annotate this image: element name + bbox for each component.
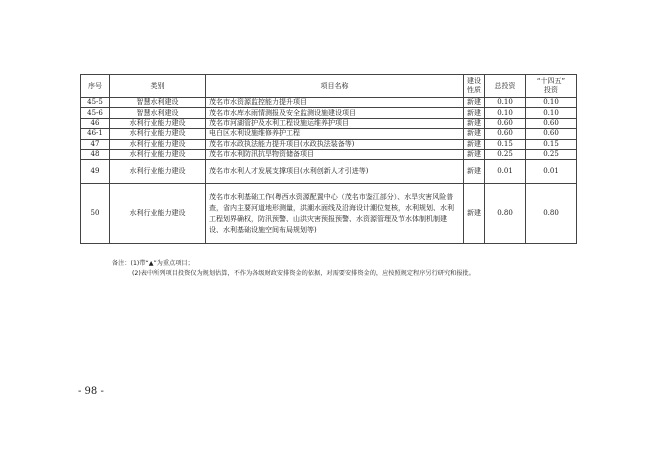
table-row [81, 118, 577, 128]
cell-project-name: 茂名市水利防汛抗旱物资储备项目 [206, 149, 464, 159]
cell-nature: 新建 [464, 118, 485, 128]
header-nature [464, 75, 485, 98]
cell-seq: 45-5 [81, 98, 110, 108]
cell-total: 0.01 [485, 160, 526, 184]
cell-plan: 0.60 [526, 129, 577, 139]
cell-seq: 46 [81, 118, 110, 128]
cell-total: 0.15 [485, 139, 526, 149]
cell-plan: 0.60 [526, 118, 577, 128]
cell-project-name: 茂名市水利基础工作(粤西水资源配置中心（茂名市鉴江部分）、水旱灾害风险普查，省内主要河道地形测量，洪潮水面线及沿海设计潮位复核，水利规划、水利工程划界确权，防汛预警、山洪灾害预报预警、水资源管理及节水体制机制建设、水利基础设施空间布局规划等) [206, 184, 464, 244]
cell-total: 0.60 [485, 129, 526, 139]
cell-category: 水利行业能力建设 [110, 184, 206, 244]
cell-category: 水利行业能力建设 [110, 129, 206, 139]
cell-category: 水利行业能力建设 [110, 160, 206, 184]
cell-total: 0.10 [485, 98, 526, 108]
cell-seq: 45-6 [81, 108, 110, 118]
cell-plan: 0.80 [526, 184, 577, 244]
cell-nature: 新建 [464, 98, 485, 108]
note-line-2: (2)表中所列项目投资仅为规划估算，不作为各级财政安排资金的依据，对需要安排资金的，应按照规定程序另行研究和报批。 [132, 270, 475, 277]
table-row [81, 129, 577, 139]
table-header-row [81, 75, 577, 98]
cell-category: 水利行业能力建设 [110, 149, 206, 159]
cell-seq: 46-1 [81, 129, 110, 139]
page-number: - 98 - [78, 386, 104, 397]
cell-project-name: 茂名市水政执法能力提升项目(水政执法装备等) [206, 139, 464, 149]
cell-plan: 0.25 [526, 149, 577, 159]
cell-seq: 50 [81, 184, 110, 244]
cell-seq: 49 [81, 160, 110, 184]
cell-project-name: 茂名市水库水雨情测报及安全监测设施建设项目 [206, 108, 464, 118]
cell-nature: 新建 [464, 139, 485, 149]
cell-nature: 新建 [464, 184, 485, 244]
table-row [81, 184, 577, 244]
project-table [80, 74, 577, 244]
header-category: 类别 [110, 75, 206, 98]
cell-total: 0.10 [485, 108, 526, 118]
table-notes [112, 259, 475, 279]
table-row [81, 139, 577, 149]
cell-category: 水利行业能力建设 [110, 118, 206, 128]
header-plan-investment [526, 75, 577, 98]
cell-plan: 0.10 [526, 108, 577, 118]
cell-category: 智慧水利建设 [110, 108, 206, 118]
cell-nature: 新建 [464, 160, 485, 184]
header-seq: 序号 [81, 75, 110, 98]
cell-project-name: 茂名市水资源监控能力提升项目 [206, 98, 464, 108]
table-row [81, 160, 577, 184]
table-row [81, 149, 577, 159]
cell-total: 0.80 [485, 184, 526, 244]
cell-plan: 0.15 [526, 139, 577, 149]
header-project-name: 项目名称 [206, 75, 464, 98]
cell-seq: 48 [81, 149, 110, 159]
header-nature-line2: 性质 [467, 86, 481, 94]
header-nature-line1: 建设 [467, 77, 481, 85]
cell-project-name: 茂名市水利人才发展支撑项目(水利创新人才引进等) [206, 160, 464, 184]
header-plan-line2: 投资 [544, 86, 558, 94]
cell-total: 0.25 [485, 149, 526, 159]
cell-project-name: 茂名市河湖管护及水利工程设施运维养护项目 [206, 118, 464, 128]
cell-nature: 新建 [464, 129, 485, 139]
cell-plan: 0.10 [526, 98, 577, 108]
cell-nature: 新建 [464, 149, 485, 159]
header-plan-line1: “十四五” [536, 77, 566, 85]
cell-category: 水利行业能力建设 [110, 139, 206, 149]
cell-project-name: 电白区水利设施维修养护工程 [206, 129, 464, 139]
header-total-investment: 总投资 [485, 75, 526, 98]
table-row [81, 98, 577, 108]
cell-category: 智慧水利建设 [110, 98, 206, 108]
note-line-1: 备注：(1)带“▲”为重点项目； [112, 260, 194, 267]
cell-nature: 新建 [464, 108, 485, 118]
cell-plan: 0.01 [526, 160, 577, 184]
cell-total: 0.60 [485, 118, 526, 128]
cell-seq: 47 [81, 139, 110, 149]
table-row [81, 108, 577, 118]
